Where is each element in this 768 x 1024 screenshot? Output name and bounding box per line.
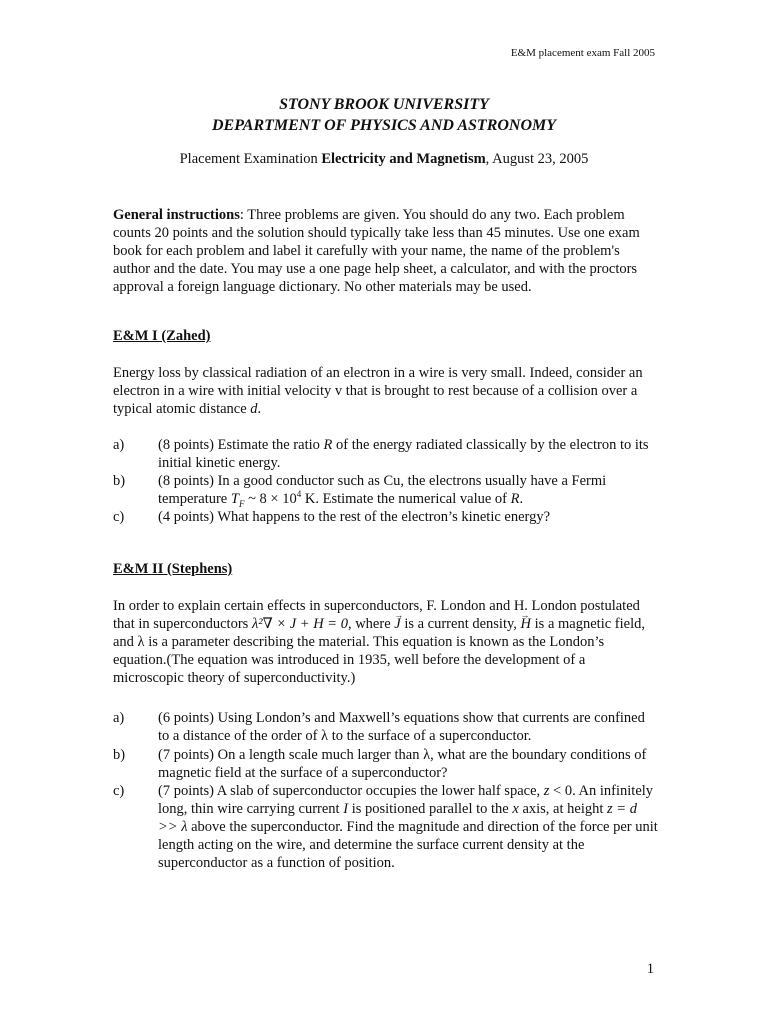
item-var-3: x [512, 801, 519, 817]
item-var: z [543, 783, 550, 799]
university-title: STONY BROOK UNIVERSITY [279, 96, 489, 113]
item-var: T [230, 491, 239, 507]
magnetic-field-symbol: → H [521, 615, 531, 633]
current-density-symbol: → J [394, 615, 400, 633]
item-text: (4 points) What happens to the rest of the electron’s kinetic energy? [158, 509, 551, 525]
general-label: General instructions [113, 207, 240, 223]
page-number: 1 [646, 961, 654, 977]
subtitle-date: , August 23, 2005 [485, 151, 589, 167]
problem1-item-b [113, 472, 658, 508]
item-text-2: < 0. An infinitely long, thin wire carrying current [158, 783, 654, 817]
item-label: c) [113, 783, 125, 799]
item-text: (8 points) In a good conductor such as Cu, the electrons usually have a Fermi temperature [158, 473, 607, 507]
item-sub: F [238, 498, 245, 509]
item-var-2: R [510, 491, 520, 507]
problem2-heading: E&M II (Stephens) [113, 561, 233, 577]
item-var-4: z = d >> λ [158, 801, 637, 835]
item-text-5: above the superconductor. Find the magnitude and direction of the force per unit length acting on the wire, and determine the surface current density at the superconductor as a function of position. [158, 819, 658, 871]
general-text: : Three problems are given. You should do any two. Each problem counts 20 points and the solution should typically take less than 45 minutes. Use one exam book for each problem and label it carefully with your name, the name of the problem's author and the date. You may use a one page help sheet, a calculator, and with the proctors approval a foreign language dictionary. No other materials may be used. [113, 207, 640, 295]
item-text: (6 points) Using London’s and Maxwell’s equations show that currents are confined to a distance of the order of λ to the surface of a superconductor. [158, 710, 645, 744]
item-text-3: is positioned parallel to the [348, 801, 513, 817]
london-equation: λ²∇ × J + H = 0 [251, 616, 348, 632]
item-label: b) [113, 747, 126, 763]
problem2-item-b [113, 746, 658, 782]
item-text-2: of the energy radiated classically by the electron to its initial kinetic energy. [158, 437, 649, 471]
exam-subtitle [0, 151, 768, 168]
header-note: E&M placement exam Fall 2005 [510, 47, 655, 59]
item-label: b) [113, 473, 126, 489]
subtitle-prefix: Placement Examination [179, 151, 322, 167]
problem1-intro [113, 364, 658, 418]
subtitle-subject: Electricity and Magnetism [321, 151, 486, 167]
problem2-item-c [113, 782, 658, 872]
item-label: c) [113, 509, 125, 525]
problem2-intro [113, 597, 658, 687]
item-label: a) [113, 710, 125, 726]
item-text: (8 points) Estimate the ratio [158, 437, 324, 453]
problem2-intro-2: , where [347, 616, 395, 632]
item-sup: 4 [296, 489, 302, 500]
problem2-intro-4: is a magnetic field, and λ is a parameter describing the material. This equation is known as the London’s equation.(The equation was introduced in 1935, well before the development of a microscopic theory of superconductivity.) [113, 616, 645, 686]
problem1-item-a [113, 436, 658, 472]
item-text-4: . [519, 491, 524, 507]
department-title: DEPARTMENT OF PHYSICS AND ASTRONOMY [211, 117, 557, 134]
problem1-item-c [113, 508, 658, 526]
problem1-intro-end: . [257, 401, 262, 417]
problem2-item-a [113, 709, 658, 745]
item-var: R [323, 437, 333, 453]
problem2-intro-1: In order to explain certain effects in superconductors, F. London and H. London postulated that in superconductors [113, 598, 640, 632]
item-text-2: ~ 8 × 10 [244, 491, 297, 507]
item-text-3: K. Estimate the numerical value of [301, 491, 511, 507]
problem2-intro-3: is a current density, [400, 616, 521, 632]
problem1-intro-var: d [250, 401, 258, 417]
problem1-heading: E&M I (Zahed) [113, 328, 211, 344]
item-text-4: axis, at height [518, 801, 608, 817]
general-instructions [113, 206, 658, 296]
item-text: (7 points) A slab of superconductor occupies the lower half space, [158, 783, 544, 799]
item-var-2: I [343, 801, 349, 817]
item-label: a) [113, 437, 125, 453]
item-text: (7 points) On a length scale much larger than λ, what are the boundary conditions of magnetic field at the surface of a superconductor? [158, 747, 647, 781]
problem1-intro-main: Energy loss by classical radiation of an electron in a wire is very small. Indeed, consider an electron in a wire with initial velocity v that is brought to rest because of a collision over a typical atomic distance [113, 365, 643, 417]
